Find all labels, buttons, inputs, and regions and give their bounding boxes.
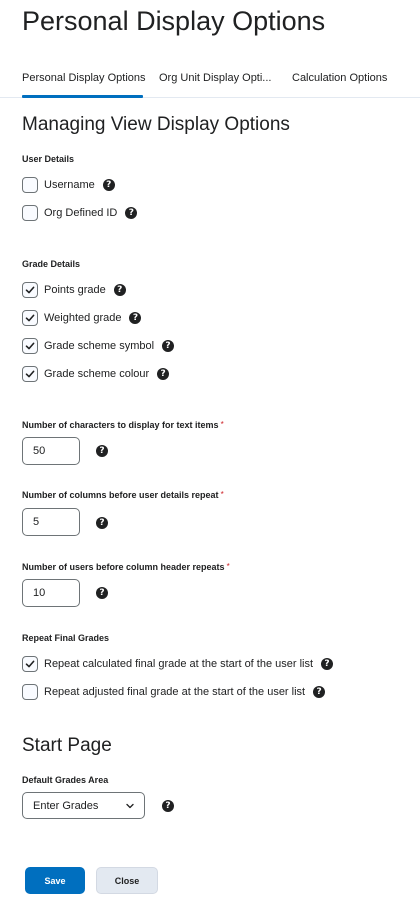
columns-input[interactable] <box>22 508 80 536</box>
section-title-start-page: Start Page <box>22 735 112 756</box>
default-grades-area-label: Default Grades Area <box>22 775 109 785</box>
checkmark-icon <box>25 313 35 323</box>
characters-field-label <box>22 420 224 430</box>
help-circle-icon[interactable]: ? <box>321 658 333 670</box>
selected-option: Enter Grades <box>33 799 99 812</box>
checkmark-icon <box>25 369 35 379</box>
weighted-grade-checkbox[interactable] <box>22 310 38 326</box>
tab-bar <box>0 60 420 98</box>
active-tab-indicator <box>22 95 143 98</box>
help-circle-icon[interactable]: ? <box>313 686 325 698</box>
points-grade-label: Points grade <box>44 284 106 296</box>
help-circle-icon[interactable]: ? <box>114 284 126 296</box>
characters-field-label-text: Number of characters to display for text items <box>22 420 219 430</box>
repeat-adjusted-label: Repeat adjusted final grade at the start of the user list <box>44 686 306 698</box>
repeat-calculated-option <box>22 655 333 673</box>
weighted-grade-label: Weighted grade <box>44 312 122 324</box>
section-title-managing-view: Managing View Display Options <box>22 114 290 135</box>
users-field-label <box>22 562 230 572</box>
username-checkbox[interactable] <box>22 177 38 193</box>
user-details-label: User Details <box>22 154 75 164</box>
columns-field-label-text: Number of columns before user details repeat <box>22 490 219 500</box>
grade-scheme-colour-option <box>22 365 169 383</box>
help-circle-icon[interactable]: ? <box>96 587 108 599</box>
grade-scheme-symbol-checkbox[interactable] <box>22 338 38 354</box>
default-grades-area-select[interactable] <box>22 792 145 819</box>
repeat-adjusted-checkbox[interactable] <box>22 684 38 700</box>
org-defined-id-option <box>22 204 137 222</box>
tab-personal-display-options[interactable]: Personal Display Options <box>22 72 146 84</box>
help-circle-icon[interactable]: ? <box>125 207 137 219</box>
save-button[interactable]: Save <box>25 867 85 894</box>
users-input[interactable] <box>22 579 80 607</box>
help-circle-icon[interactable]: ? <box>162 800 174 812</box>
help-circle-icon[interactable]: ? <box>162 340 174 352</box>
tab-org-unit-display-options[interactable]: Org Unit Display Opti... <box>159 72 272 84</box>
repeat-adjusted-option <box>22 683 325 701</box>
help-circle-icon[interactable]: ? <box>96 517 108 529</box>
page-title: Personal Display Options <box>22 6 326 36</box>
username-option <box>22 176 115 194</box>
help-circle-icon[interactable]: ? <box>103 179 115 191</box>
checkmark-icon <box>25 659 35 669</box>
repeat-final-grades-label: Repeat Final Grades <box>22 633 110 643</box>
grade-scheme-symbol-option <box>22 337 174 355</box>
repeat-calculated-checkbox[interactable] <box>22 656 38 672</box>
tab-calculation-options[interactable]: Calculation Options <box>292 72 388 84</box>
checkmark-icon <box>25 285 35 295</box>
grade-scheme-colour-checkbox[interactable] <box>22 366 38 382</box>
org-defined-id-checkbox[interactable] <box>22 205 38 221</box>
characters-input[interactable] <box>22 437 80 465</box>
grade-scheme-colour-label: Grade scheme colour <box>44 368 150 380</box>
org-defined-id-label: Org Defined ID <box>44 207 118 219</box>
help-circle-icon[interactable]: ? <box>96 445 108 457</box>
columns-field-label <box>22 490 224 500</box>
username-label: Username <box>44 179 95 191</box>
required-mark: * <box>226 562 230 571</box>
users-field-label-text: Number of users before column header repeats <box>22 562 225 572</box>
points-grade-option <box>22 281 126 299</box>
weighted-grade-option <box>22 309 141 327</box>
grade-details-label: Grade Details <box>22 259 81 269</box>
checkmark-icon <box>25 341 35 351</box>
points-grade-checkbox[interactable] <box>22 282 38 298</box>
chevron-down-icon <box>126 802 134 810</box>
help-circle-icon[interactable]: ? <box>129 312 141 324</box>
required-mark: * <box>220 490 224 499</box>
close-button[interactable]: Close <box>96 867 158 894</box>
repeat-calculated-label: Repeat calculated final grade at the start of the user list <box>44 658 314 670</box>
help-circle-icon[interactable]: ? <box>157 368 169 380</box>
required-mark: * <box>220 420 224 429</box>
grade-scheme-symbol-label: Grade scheme symbol <box>44 340 155 352</box>
